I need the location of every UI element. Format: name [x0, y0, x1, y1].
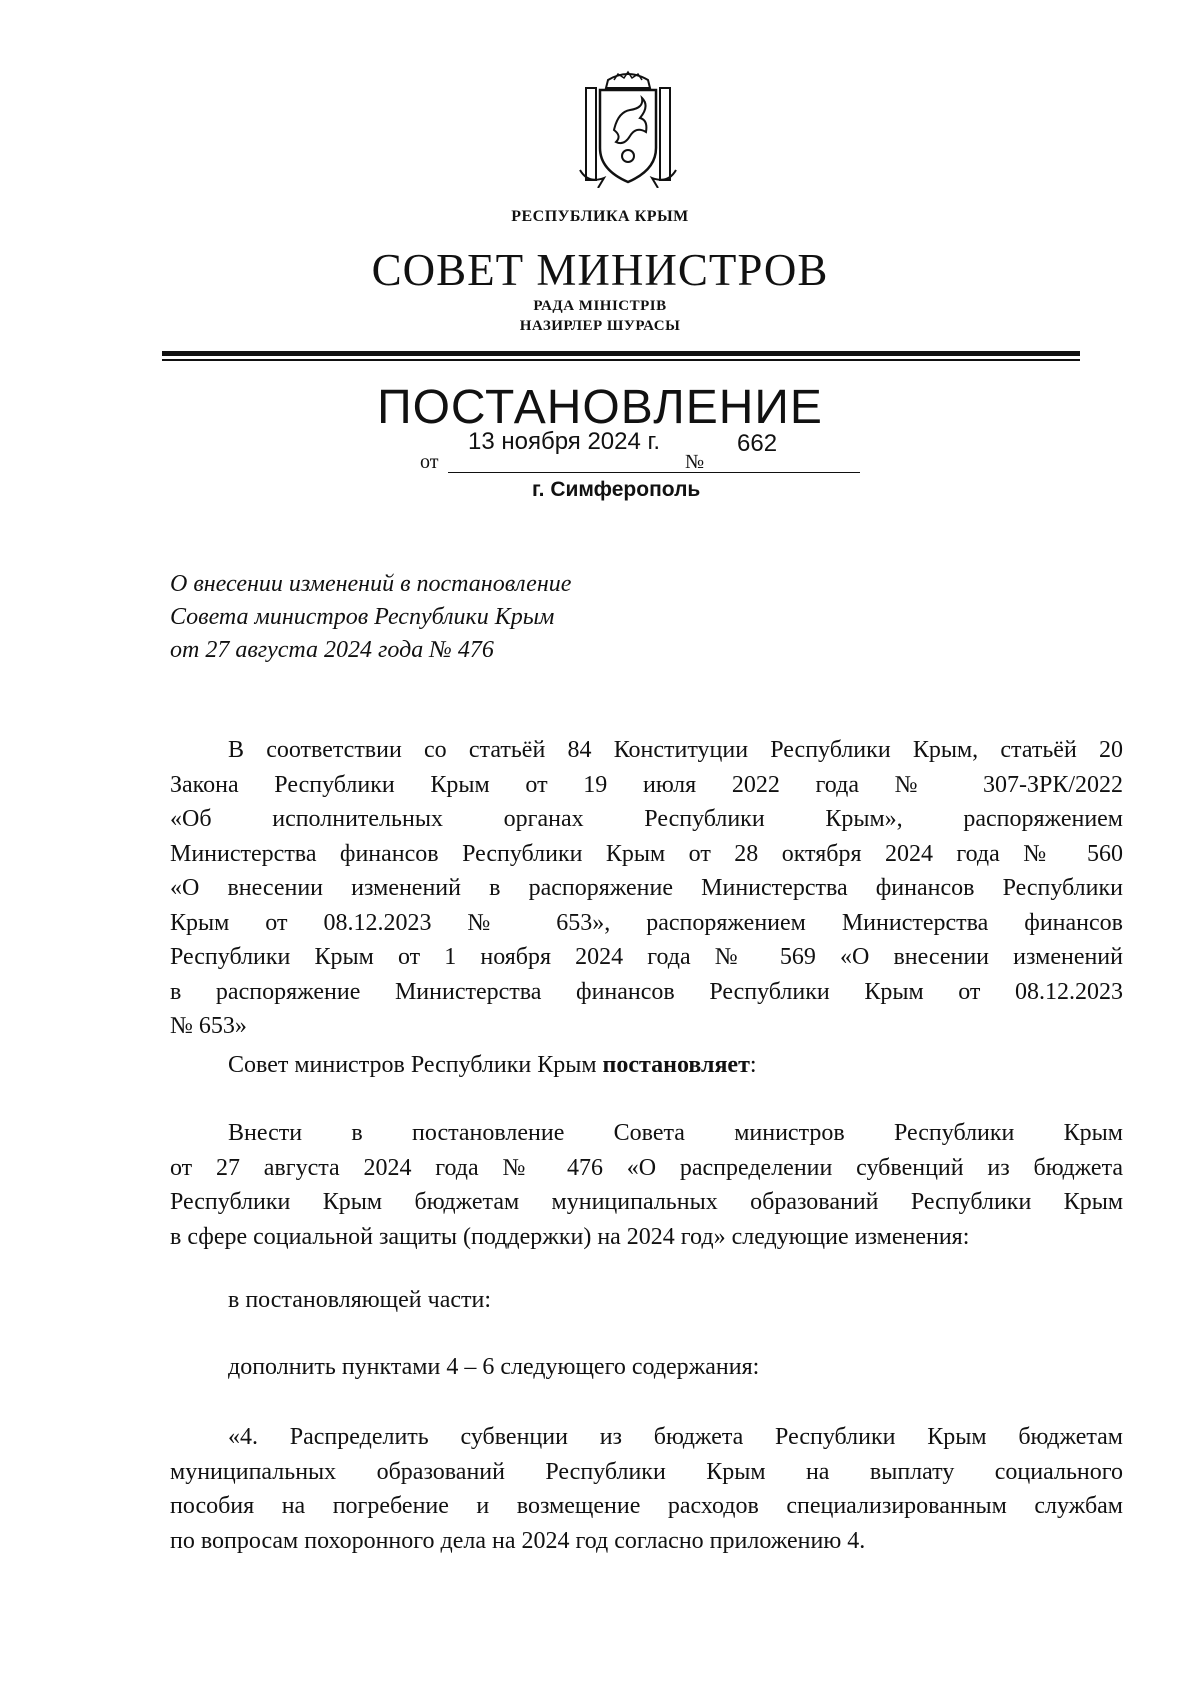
decree-title: ПОСТАНОВЛЕНИЕ — [377, 381, 823, 434]
subject-block — [170, 568, 870, 667]
preamble-line: в распоряжение Министерства финансов Республики Крым от 08.12.2023 — [170, 978, 1123, 1005]
resolves-line — [228, 1052, 757, 1079]
crimea-coat-of-arms-emblem — [578, 70, 678, 188]
amendment-line: Внести в постановление Совета министров Республики Крым — [228, 1120, 1123, 1146]
in-part-line: в постановляющей части: — [228, 1287, 492, 1313]
item4-line: по вопросам похоронного дела на 2024 год согласно приложению 4. — [170, 1527, 866, 1554]
decree-number: 662 — [737, 430, 778, 457]
republic-name: РЕСПУБЛИКА КРЫМ — [511, 208, 689, 225]
preamble-line: «Об исполнительных органах Республики Крым», распоряжением — [170, 806, 1123, 832]
council-name-ukrainian: РАДА МІНІСТРІВ — [533, 298, 667, 314]
item4-line: «4. Распределить субвенции из бюджета Республики Крым бюджетам — [228, 1424, 1123, 1450]
number-label: № — [685, 451, 705, 473]
preamble-line: В соответствии со статьёй 84 Конституции Республики Крым, статьёй 20 — [228, 737, 1123, 763]
item4-line: пособия на погребение и возмещение расходов специализированным службам — [170, 1493, 1123, 1519]
from-label: от — [420, 451, 439, 473]
city: г. Симферополь — [532, 478, 701, 501]
header-rule-thin — [162, 359, 1080, 361]
amendment-line: от 27 августа 2024 года № 476 «О распределении субвенций из бюджета — [170, 1154, 1123, 1181]
preamble-line: № 653» — [170, 1013, 247, 1039]
amendment-line: в сфере социальной защиты (поддержки) на 2024 год» следующие изменения: — [170, 1223, 970, 1250]
preamble-line: Крым от 08.12.2023 № 653», распоряжением Министерства финансов — [170, 909, 1123, 936]
supplement-line: дополнить пунктами 4 – 6 следующего содержания: — [228, 1354, 760, 1380]
resolves-bold: постановляет — [602, 1052, 750, 1078]
item4-paragraph — [170, 1420, 1123, 1558]
decree-date: 13 ноября 2024 г. — [468, 428, 660, 455]
subject-line: Совета министров Республики Крым — [170, 604, 555, 630]
preamble-line: Министерства финансов Республики Крым от 28 октября 2024 года № 560 — [170, 840, 1123, 867]
preamble-line: «О внесении изменений в распоряжение Министерства финансов Республики — [170, 875, 1123, 901]
resolves-text: Совет министров Республики Крым — [228, 1052, 603, 1078]
preamble-paragraph — [170, 733, 1123, 1044]
subject-line: от 27 августа 2024 года № 476 — [170, 637, 494, 663]
amendment-line: Республики Крым бюджетам муниципальных образований Республики Крым — [170, 1189, 1123, 1215]
council-name-crimean-tatar: НАЗИРЛЕР ШУРАСЫ — [519, 318, 681, 334]
council-name: СОВЕТ МИНИСТРОВ — [371, 245, 829, 295]
resolves-tail: : — [749, 1052, 757, 1078]
subject-line: О внесении изменений в постановление — [170, 571, 572, 597]
item4-line: муниципальных образований Республики Крым на выплату социального — [170, 1458, 1123, 1485]
preamble-line: Республики Крым от 1 ноября 2024 года № 569 «О внесении изменений — [170, 944, 1123, 970]
preamble-line: Закона Республики Крым от 19 июля 2022 года № 307-ЗРК/2022 — [170, 771, 1123, 798]
amendment-paragraph — [170, 1116, 1123, 1254]
header-rule-thick — [162, 351, 1080, 356]
date-number-underline — [448, 472, 860, 473]
